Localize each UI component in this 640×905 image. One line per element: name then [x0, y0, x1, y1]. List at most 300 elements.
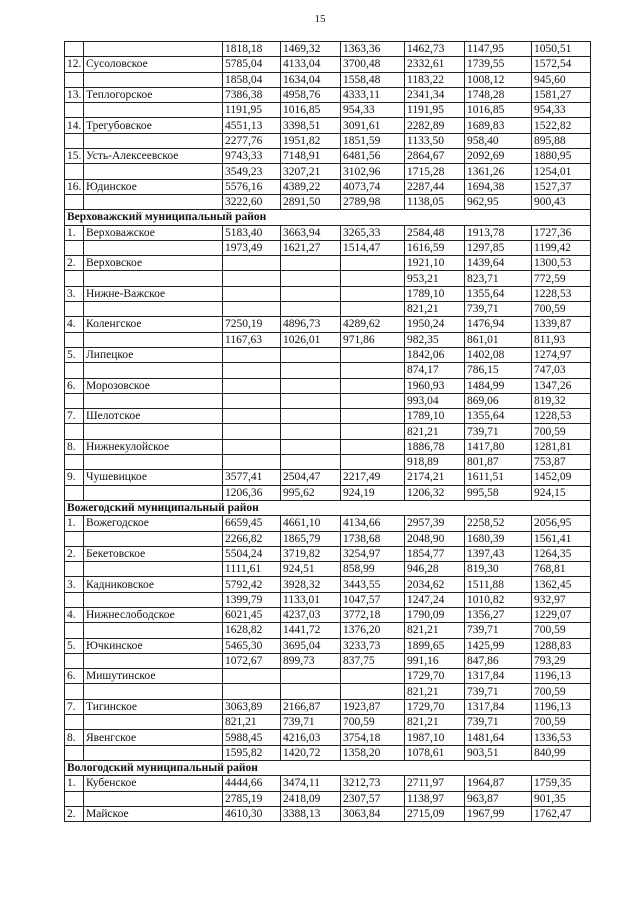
value-cell [281, 393, 341, 408]
value-cell: 1964,87 [465, 776, 532, 791]
table-row [65, 669, 591, 684]
value-cell: 700,59 [341, 715, 405, 730]
value-cell [223, 347, 281, 362]
value-cell: 3388,13 [281, 806, 341, 821]
value-cell: 1376,20 [341, 623, 405, 638]
table-row [65, 256, 591, 271]
row-number: 6. [65, 378, 84, 393]
value-cell: 995,58 [465, 485, 532, 500]
value-cell [223, 271, 281, 286]
value-cell: 1729,70 [405, 669, 465, 684]
value-cell: 4134,66 [341, 516, 405, 531]
value-cell: 3233,73 [341, 638, 405, 653]
value-cell: 3549,23 [223, 164, 281, 179]
table-row [65, 684, 591, 699]
value-cell: 1462,73 [405, 42, 465, 57]
table-row [65, 638, 591, 653]
value-cell: 1362,45 [532, 577, 591, 592]
value-cell: 1572,54 [532, 57, 591, 72]
table-row [65, 133, 591, 148]
settlement-name [84, 791, 223, 806]
value-cell [223, 363, 281, 378]
settlement-name [84, 103, 223, 118]
settlement-name: Кадниковское [84, 577, 223, 592]
value-cell: 1680,39 [465, 531, 532, 546]
settlement-name [84, 715, 223, 730]
value-cell: 821,21 [405, 623, 465, 638]
value-cell [223, 302, 281, 317]
value-cell: 1138,97 [405, 791, 465, 806]
settlement-name [84, 592, 223, 607]
settlement-name: Усть-Алексеевское [84, 149, 223, 164]
value-cell: 3265,33 [341, 225, 405, 240]
settlement-name: Кубенское [84, 776, 223, 791]
value-cell: 895,88 [532, 133, 591, 148]
value-cell: 2258,52 [465, 516, 532, 531]
value-cell: 1339,87 [532, 317, 591, 332]
value-cell: 1759,35 [532, 776, 591, 791]
value-cell: 1288,83 [532, 638, 591, 653]
row-number: 4. [65, 607, 84, 622]
value-cell: 1634,04 [281, 72, 341, 87]
table-row [65, 531, 591, 546]
row-number [65, 623, 84, 638]
table-row [65, 730, 591, 745]
value-cell: 801,87 [465, 455, 532, 470]
settlement-name: Коленгское [84, 317, 223, 332]
value-cell: 1842,06 [405, 347, 465, 362]
table-row [65, 194, 591, 209]
row-number [65, 103, 84, 118]
value-cell: 1138,05 [405, 194, 465, 209]
value-cell: 1196,13 [532, 699, 591, 714]
settlement-name [84, 424, 223, 439]
value-cell: 2504,47 [281, 470, 341, 485]
value-cell: 1199,42 [532, 240, 591, 255]
value-cell: 900,43 [532, 194, 591, 209]
value-cell: 1595,82 [223, 745, 281, 760]
value-cell: 924,51 [281, 562, 341, 577]
value-cell [341, 302, 405, 317]
value-cell: 1183,22 [405, 72, 465, 87]
value-cell: 1987,10 [405, 730, 465, 745]
settlement-name: Морозовское [84, 378, 223, 393]
value-cell: 2584,48 [405, 225, 465, 240]
value-cell: 1167,63 [223, 332, 281, 347]
table-row [65, 577, 591, 592]
value-cell [281, 256, 341, 271]
value-cell [223, 684, 281, 699]
row-number [65, 332, 84, 347]
row-number: 8. [65, 439, 84, 454]
table-row [65, 455, 591, 470]
settlement-name: Шелотское [84, 409, 223, 424]
value-cell: 1973,49 [223, 240, 281, 255]
value-cell: 924,15 [532, 485, 591, 500]
table-row [65, 332, 591, 347]
value-cell: 821,21 [223, 715, 281, 730]
value-cell: 995,62 [281, 485, 341, 500]
value-cell: 4610,30 [223, 806, 281, 821]
value-cell: 9743,33 [223, 149, 281, 164]
value-cell [223, 256, 281, 271]
table-row [65, 439, 591, 454]
row-number [65, 653, 84, 668]
table-row [65, 546, 591, 561]
value-cell: 1355,64 [465, 409, 532, 424]
settlement-name: Липецкое [84, 347, 223, 362]
value-cell: 3063,84 [341, 806, 405, 821]
value-cell [341, 271, 405, 286]
settlement-name [84, 42, 223, 57]
settlement-name [84, 653, 223, 668]
row-number [65, 455, 84, 470]
table-row [65, 776, 591, 791]
value-cell: 5792,42 [223, 577, 281, 592]
value-cell: 1762,47 [532, 806, 591, 821]
value-cell: 1960,93 [405, 378, 465, 393]
value-cell: 3663,94 [281, 225, 341, 240]
settlement-name [84, 133, 223, 148]
row-number: 15. [65, 149, 84, 164]
value-cell [341, 455, 405, 470]
settlement-name: Ючкинское [84, 638, 223, 653]
page-number: 15 [314, 13, 326, 25]
value-cell: 3772,18 [341, 607, 405, 622]
settlement-name: Нижнекулойское [84, 439, 223, 454]
value-cell [341, 424, 405, 439]
value-cell: 954,33 [532, 103, 591, 118]
value-cell [341, 439, 405, 454]
table-row [65, 623, 591, 638]
table-row [65, 806, 591, 821]
value-cell: 2307,57 [341, 791, 405, 806]
value-cell: 1611,51 [465, 470, 532, 485]
value-cell: 2217,49 [341, 470, 405, 485]
value-cell [341, 393, 405, 408]
value-cell: 1111,61 [223, 562, 281, 577]
value-cell: 903,51 [465, 745, 532, 760]
value-cell: 4896,73 [281, 317, 341, 332]
row-number [65, 271, 84, 286]
value-cell: 1694,38 [465, 179, 532, 194]
row-number [65, 745, 84, 760]
value-cell: 2785,19 [223, 791, 281, 806]
value-cell: 2715,09 [405, 806, 465, 821]
value-cell: 1561,41 [532, 531, 591, 546]
value-cell: 1247,24 [405, 592, 465, 607]
value-cell [281, 455, 341, 470]
settlement-name: Нижне-Важское [84, 286, 223, 301]
value-cell: 2418,09 [281, 791, 341, 806]
value-cell: 1527,37 [532, 179, 591, 194]
value-cell: 1913,78 [465, 225, 532, 240]
settlement-name [84, 164, 223, 179]
value-cell: 821,21 [405, 715, 465, 730]
table-row [65, 164, 591, 179]
value-cell: 1715,28 [405, 164, 465, 179]
value-cell: 4958,76 [281, 87, 341, 102]
table-row [65, 363, 591, 378]
value-cell: 1469,32 [281, 42, 341, 57]
value-cell: 1522,82 [532, 118, 591, 133]
value-cell: 3443,55 [341, 577, 405, 592]
value-cell: 4237,03 [281, 607, 341, 622]
value-cell: 1858,04 [223, 72, 281, 87]
value-cell: 1078,61 [405, 745, 465, 760]
row-number [65, 592, 84, 607]
settlement-name: Мишутинское [84, 669, 223, 684]
value-cell: 971,86 [341, 332, 405, 347]
value-cell: 1789,10 [405, 409, 465, 424]
value-cell: 4073,74 [341, 179, 405, 194]
value-cell: 1010,82 [465, 592, 532, 607]
row-number: 7. [65, 699, 84, 714]
table-row [65, 562, 591, 577]
value-cell [281, 669, 341, 684]
value-cell [341, 409, 405, 424]
section-row [65, 210, 591, 225]
value-cell: 2957,39 [405, 516, 465, 531]
settlement-name [84, 332, 223, 347]
value-cell [341, 363, 405, 378]
value-cell: 1511,88 [465, 577, 532, 592]
table-row [65, 699, 591, 714]
value-cell [341, 669, 405, 684]
value-cell: 1689,83 [465, 118, 532, 133]
value-cell: 1206,32 [405, 485, 465, 500]
value-cell [223, 455, 281, 470]
value-cell: 1228,53 [532, 286, 591, 301]
value-cell: 739,71 [465, 424, 532, 439]
value-cell: 1317,84 [465, 669, 532, 684]
settlement-name: Чушевицкое [84, 470, 223, 485]
settlement-name: Теплогорское [84, 87, 223, 102]
value-cell: 2711,97 [405, 776, 465, 791]
row-number: 3. [65, 286, 84, 301]
settlement-name [84, 271, 223, 286]
value-cell: 1950,24 [405, 317, 465, 332]
table-row [65, 470, 591, 485]
value-cell: 1581,27 [532, 87, 591, 102]
value-cell: 945,60 [532, 72, 591, 87]
value-cell: 5576,16 [223, 179, 281, 194]
table-row [65, 57, 591, 72]
value-cell: 958,40 [465, 133, 532, 148]
row-number [65, 393, 84, 408]
value-cell: 700,59 [532, 684, 591, 699]
settlement-name [84, 562, 223, 577]
value-cell: 962,95 [465, 194, 532, 209]
value-cell: 700,59 [532, 302, 591, 317]
value-cell: 1790,09 [405, 607, 465, 622]
value-cell: 1196,13 [532, 669, 591, 684]
value-cell: 739,71 [465, 623, 532, 638]
value-cell: 2174,21 [405, 470, 465, 485]
value-cell: 4333,11 [341, 87, 405, 102]
value-cell: 1347,26 [532, 378, 591, 393]
value-cell [281, 302, 341, 317]
value-cell: 924,19 [341, 485, 405, 500]
value-cell: 6021,45 [223, 607, 281, 622]
row-number [65, 240, 84, 255]
value-cell: 2332,61 [405, 57, 465, 72]
table-row [65, 347, 591, 362]
settlement-name [84, 302, 223, 317]
value-cell [341, 256, 405, 271]
row-number: 1. [65, 516, 84, 531]
value-cell: 1818,18 [223, 42, 281, 57]
value-cell: 1361,26 [465, 164, 532, 179]
value-cell: 2282,89 [405, 118, 465, 133]
value-cell: 2166,87 [281, 699, 341, 714]
value-cell: 982,35 [405, 332, 465, 347]
value-cell: 1133,01 [281, 592, 341, 607]
row-number: 5. [65, 638, 84, 653]
row-number [65, 42, 84, 57]
value-cell: 4551,13 [223, 118, 281, 133]
settlement-name [84, 72, 223, 87]
value-cell: 1363,36 [341, 42, 405, 57]
value-cell: 753,87 [532, 455, 591, 470]
value-cell: 1274,97 [532, 347, 591, 362]
value-cell: 4289,62 [341, 317, 405, 332]
value-cell: 1854,77 [405, 546, 465, 561]
row-number [65, 302, 84, 317]
value-cell: 1628,82 [223, 623, 281, 638]
value-cell: 1417,80 [465, 439, 532, 454]
value-cell: 2891,50 [281, 194, 341, 209]
table-row [65, 302, 591, 317]
table-row [65, 72, 591, 87]
value-cell: 1399,79 [223, 592, 281, 607]
value-cell: 5465,30 [223, 638, 281, 653]
value-cell: 1476,94 [465, 317, 532, 332]
value-cell: 1300,53 [532, 256, 591, 271]
settlement-name: Нижнеслободское [84, 607, 223, 622]
value-cell: 1191,95 [405, 103, 465, 118]
row-number: 6. [65, 669, 84, 684]
value-cell: 700,59 [532, 424, 591, 439]
value-cell: 819,30 [465, 562, 532, 577]
value-cell: 2266,82 [223, 531, 281, 546]
table-row [65, 516, 591, 531]
value-cell: 3754,18 [341, 730, 405, 745]
value-cell: 840,99 [532, 745, 591, 760]
value-cell: 1899,65 [405, 638, 465, 653]
value-cell [341, 378, 405, 393]
value-cell: 3719,82 [281, 546, 341, 561]
value-cell [341, 684, 405, 699]
row-number: 14. [65, 118, 84, 133]
value-cell: 901,35 [532, 791, 591, 806]
value-cell: 1355,64 [465, 286, 532, 301]
value-cell: 6481,56 [341, 149, 405, 164]
value-cell: 1729,70 [405, 699, 465, 714]
row-number: 7. [65, 409, 84, 424]
value-cell: 2287,44 [405, 179, 465, 194]
settlement-name: Бекетовское [84, 546, 223, 561]
settlement-name [84, 194, 223, 209]
row-number [65, 363, 84, 378]
value-cell [341, 347, 405, 362]
value-cell: 991,16 [405, 653, 465, 668]
table-row [65, 118, 591, 133]
table-row [65, 378, 591, 393]
value-cell: 4216,03 [281, 730, 341, 745]
row-number: 12. [65, 57, 84, 72]
settlement-name [84, 745, 223, 760]
value-cell: 847,86 [465, 653, 532, 668]
value-cell [281, 439, 341, 454]
value-cell [223, 393, 281, 408]
table-row [65, 791, 591, 806]
value-cell: 1951,82 [281, 133, 341, 148]
settlement-name: Явенгское [84, 730, 223, 745]
value-cell: 7386,38 [223, 87, 281, 102]
value-cell: 3577,41 [223, 470, 281, 485]
value-cell: 1439,64 [465, 256, 532, 271]
value-cell [223, 409, 281, 424]
value-cell: 772,59 [532, 271, 591, 286]
table-row [65, 225, 591, 240]
value-cell: 1420,72 [281, 745, 341, 760]
value-cell: 1191,95 [223, 103, 281, 118]
value-cell: 1921,10 [405, 256, 465, 271]
section-title: Верховажский муниципальный район [65, 210, 591, 225]
value-cell: 5785,04 [223, 57, 281, 72]
value-cell: 963,87 [465, 791, 532, 806]
value-cell: 4133,04 [281, 57, 341, 72]
settlement-name: Майское [84, 806, 223, 821]
row-number [65, 791, 84, 806]
value-cell [281, 347, 341, 362]
table-row [65, 607, 591, 622]
value-cell: 4444,66 [223, 776, 281, 791]
value-cell: 1425,99 [465, 638, 532, 653]
value-cell: 819,32 [532, 393, 591, 408]
value-cell: 1738,68 [341, 531, 405, 546]
value-cell: 1254,01 [532, 164, 591, 179]
value-cell: 1133,50 [405, 133, 465, 148]
value-cell: 3102,96 [341, 164, 405, 179]
row-number: 16. [65, 179, 84, 194]
value-cell: 4389,22 [281, 179, 341, 194]
value-cell: 823,71 [465, 271, 532, 286]
value-cell: 1016,85 [465, 103, 532, 118]
settlement-name [84, 363, 223, 378]
value-cell: 768,81 [532, 562, 591, 577]
row-number [65, 715, 84, 730]
value-cell: 1358,20 [341, 745, 405, 760]
value-cell: 1789,10 [405, 286, 465, 301]
settlement-name [84, 240, 223, 255]
table-row [65, 745, 591, 760]
table-row [65, 149, 591, 164]
value-cell: 3928,32 [281, 577, 341, 592]
row-number [65, 133, 84, 148]
value-cell: 786,15 [465, 363, 532, 378]
value-cell: 874,17 [405, 363, 465, 378]
value-cell: 1047,57 [341, 592, 405, 607]
value-cell: 2092,69 [465, 149, 532, 164]
row-number: 2. [65, 806, 84, 821]
value-cell: 869,06 [465, 393, 532, 408]
row-number [65, 164, 84, 179]
value-cell: 700,59 [532, 715, 591, 730]
value-cell: 739,71 [465, 684, 532, 699]
value-cell: 811,93 [532, 332, 591, 347]
